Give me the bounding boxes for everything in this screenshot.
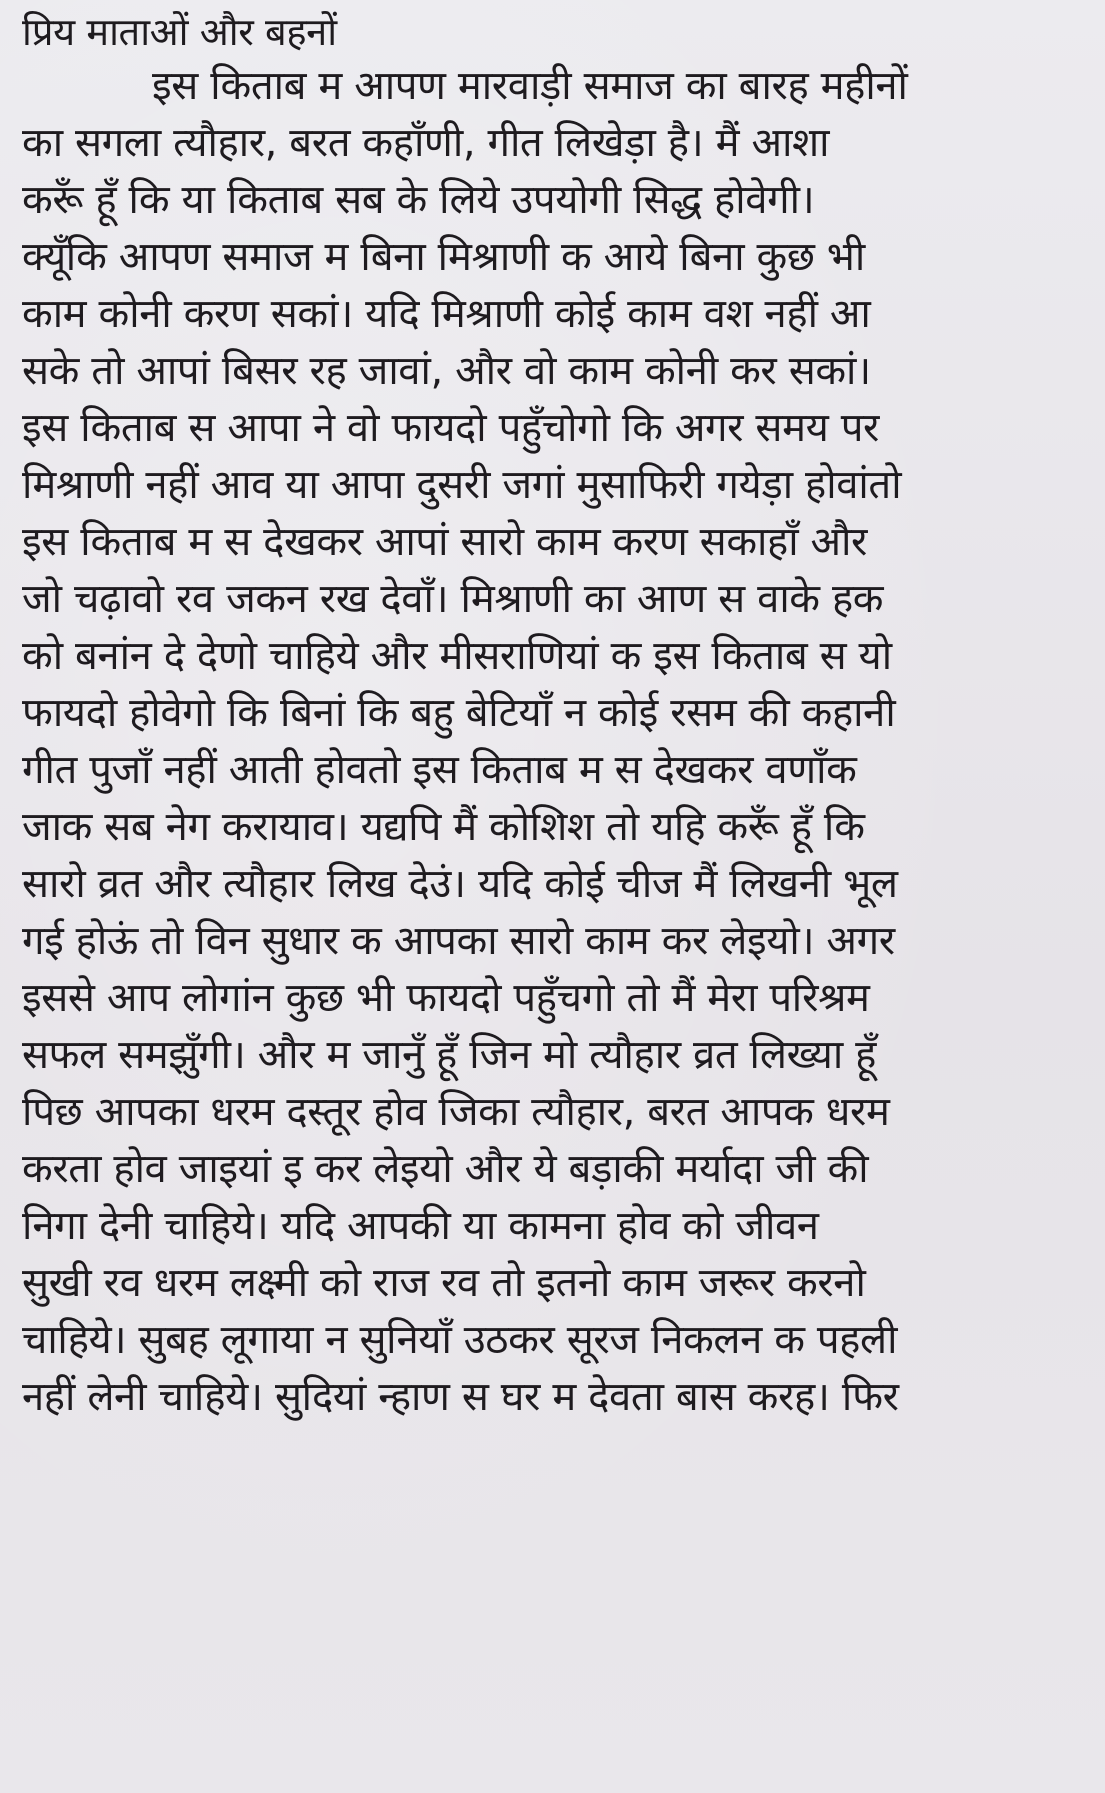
text-line: निगा देनी चाहिये। यदि आपकी या कामना होव को जीवन (22, 1203, 819, 1249)
text-line: इस किताब म आपण मारवाड़ी समाज का बारह महीनों (152, 63, 908, 109)
text-line: पिछ आपका धरम दस्तूर होव जिका त्यौहार, बरत आपक धरम (22, 1089, 890, 1135)
text-line: करता होव जाइयां इ कर लेइयो और ये बड़ाकी मर्यादा जी की (22, 1146, 869, 1192)
text-line: सारो व्रत और त्यौहार लिख देउं। यदि कोई चीज मैं लिखनी भूल (22, 861, 898, 907)
text-line: सके तो आपां बिसर रह जावां, और वो काम कोनी कर सकां। (22, 348, 871, 394)
text-line: मिश्राणी नहीं आव या आपा दुसरी जगां मुसाफिरी गयेड़ा होवांतो (22, 462, 902, 508)
text-line: का सगला त्यौहार, बरत कहाँणी, गीत लिखेड़ा है। मैं आशा (22, 120, 830, 166)
text-line: को बनांन दे देणो चाहिये और मीसराणियां क इस किताब स यो (22, 633, 892, 679)
text-line: जाक सब नेग करायाव। यद्यपि मैं कोशिश तो यहि करूँ हूँ कि (22, 804, 865, 850)
text-line: इससे आप लोगांन कुछ भी फायदो पहुँचगो तो मैं मेरा परिश्रम (22, 975, 870, 1021)
text-line: जो चढ़ावो रव जकन रख देवाँ। मिश्राणी का आण स वाके हक (22, 576, 884, 622)
text-line: इस किताब म स देखकर आपां सारो काम करण सकाहाँ और (22, 519, 867, 565)
text-line: क्यूँकि आपण समाज म बिना मिश्राणी क आये बिना कुछ भी (22, 234, 865, 280)
text-line: फायदो होवेगो कि बिनां कि बहु बेटियाँ न कोई रसम की कहानी (22, 690, 896, 736)
text-line: करूँ हूँ कि या किताब सब के लिये उपयोगी सिद्ध होवेगी। (22, 177, 815, 223)
text-line: इस किताब स आपा ने वो फायदो पहुँचोगो कि अगर समय पर (22, 405, 879, 451)
text-line: नहीं लेनी चाहिये। सुदियां न्हाण स घर म देवता बास करह। फिर (22, 1374, 899, 1420)
text-line: चाहिये। सुबह लूगाया न सुनियाँ उठकर सूरज निकलन क पहली (22, 1317, 898, 1363)
text-line: गई होऊं तो विन सुधार क आपका सारो काम कर लेइयो। अगर (22, 918, 895, 964)
text-line: सफल समझुँगी। और म जानुँ हूँ जिन मो त्यौहार व्रत लिख्या हूँ (22, 1032, 876, 1078)
body-text (22, 6, 1090, 1426)
text-line: गीत पुजाँ नहीं आती होवतो इस किताब म स देखकर वणाँक (22, 747, 857, 793)
text-line: सुखी रव धरम लक्ष्मी को राज रव तो इतनो काम जरूर करनो (22, 1260, 866, 1306)
salutation: प्रिय माताओं और बहनों (22, 10, 337, 54)
text-line: काम कोनी करण सकां। यदि मिश्राणी कोई काम वश नहीं आ (22, 291, 871, 337)
